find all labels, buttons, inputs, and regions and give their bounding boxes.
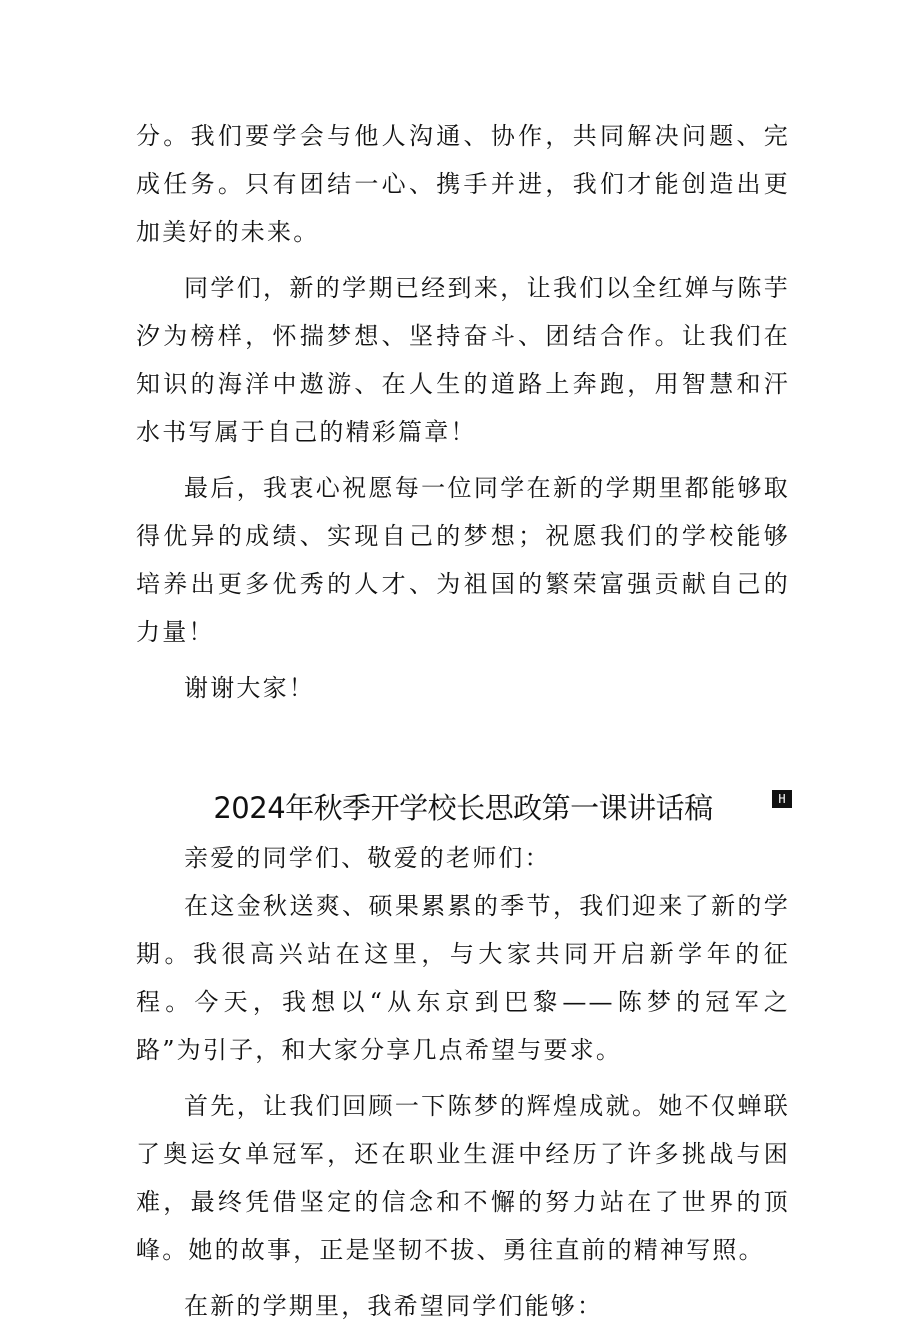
- heading-row: [136, 782, 790, 834]
- paragraph-chen-meng: 首先，让我们回顾一下陈梦的辉煌成就。她不仅蝉联了奥运女单冠军，还在职业生涯中经历了许多挑战与困难，最终凭借坚定的信念和不懈的努力站在了世界的顶峰。她的故事，正是坚韧不拔、勇往直前的精神写照。: [136, 1092, 790, 1264]
- paragraph-thanks: 谢谢大家！: [184, 674, 315, 702]
- paragraph-continuation: 分。我们要学会与他人沟通、协作，共同解决问题、完成任务。只有团结一心、携手并进，我们才能创造出更加美好的未来。: [136, 122, 790, 246]
- speech-title: 2024年秋季开学校长思政第一课讲话稿: [213, 791, 713, 825]
- paragraph-role-models: 同学们，新的学期已经到来，让我们以全红婵与陈芋汐为榜样，怀揣梦想、坚持奋斗、团结合作。让我们在知识的海洋中遨游、在人生的道路上奔跑，用智慧和汗水书写属于自己的精彩篇章！: [136, 274, 790, 446]
- heading-marker-icon: H: [772, 790, 792, 808]
- paragraph-opening: 在这金秋送爽、硕果累累的季节，我们迎来了新的学期。我很高兴站在这里，与大家共同开启新学年的征程。今天，我想以“从东京到巴黎——陈梦的冠军之路”为引子，和大家分享几点希望与要求。: [136, 892, 790, 1064]
- paragraph-wishes: 最后，我衷心祝愿每一位同学在新的学期里都能够取得优异的成绩、实现自己的梦想；祝愿我们的学校能够培养出更多优秀的人才、为祖国的繁荣富强贡献自己的力量！: [136, 474, 790, 646]
- paragraph-hopes: 在新的学期里，我希望同学们能够：: [184, 1292, 604, 1320]
- greeting: 亲爱的同学们、敬爱的老师们：: [184, 844, 551, 872]
